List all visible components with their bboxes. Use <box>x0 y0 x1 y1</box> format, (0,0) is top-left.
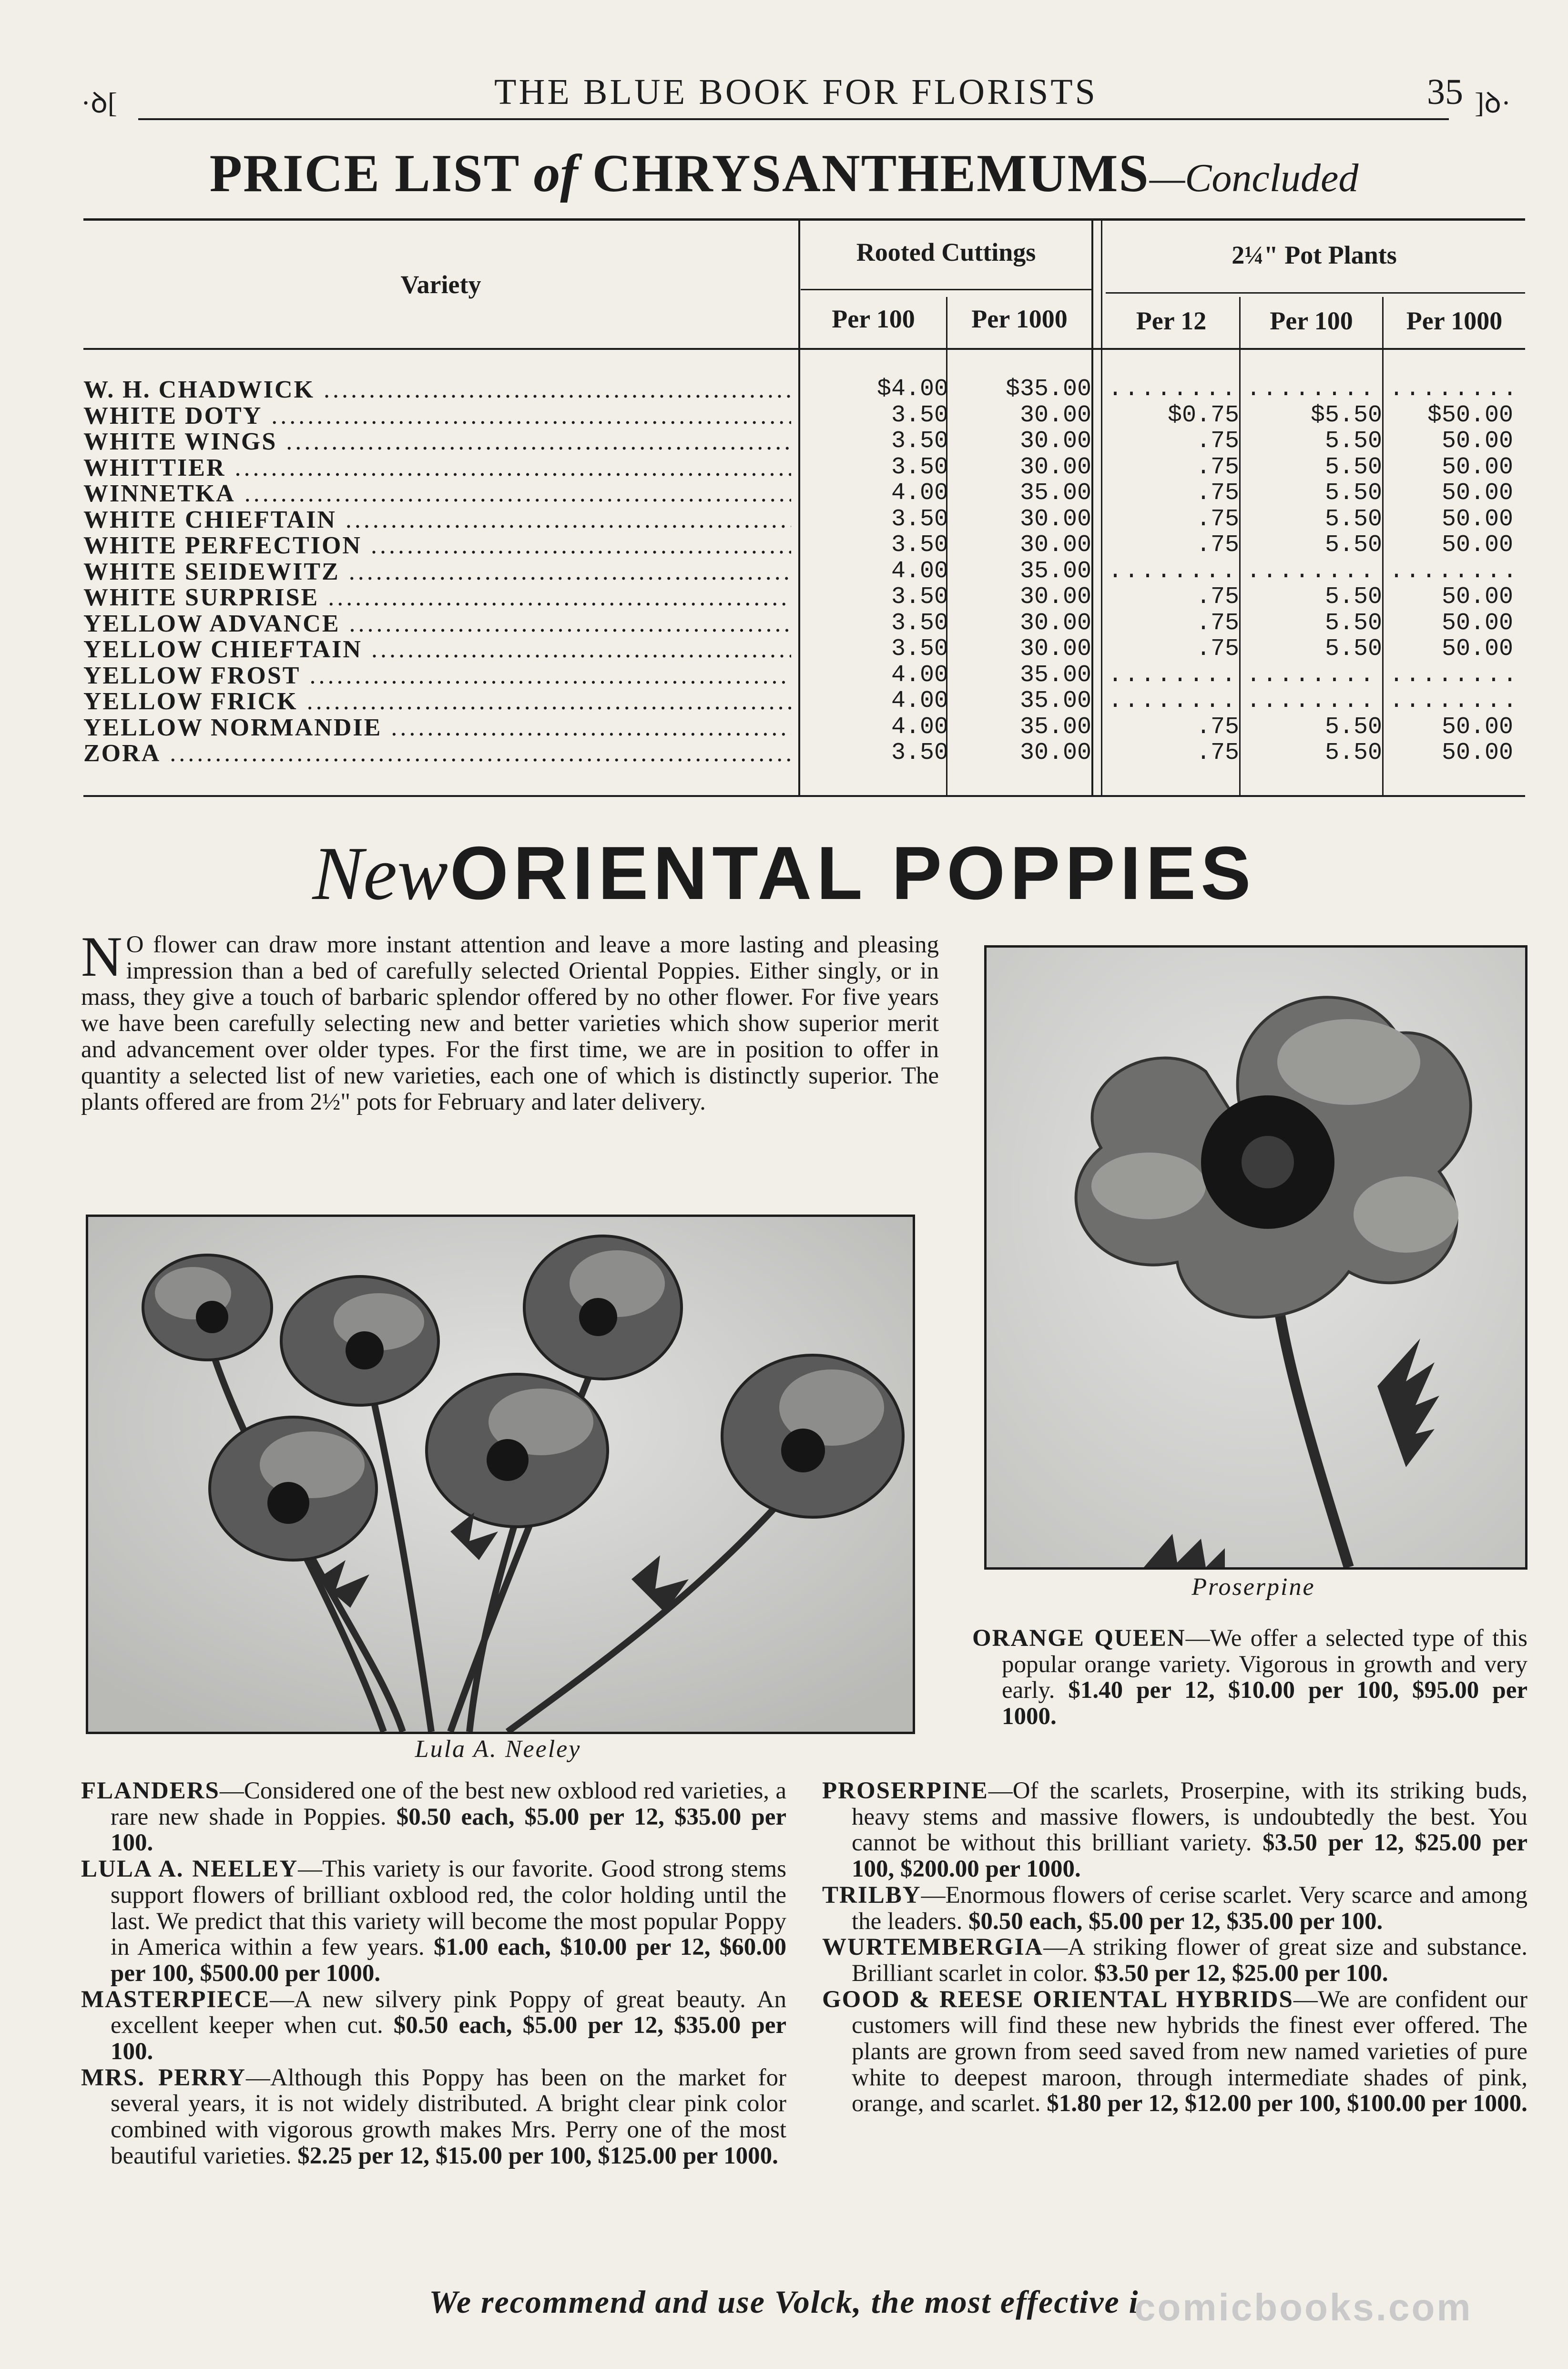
price-cell-c1: 4.00 <box>891 687 948 715</box>
price-cell-p3: 50.00 <box>1441 428 1513 455</box>
entry-text: —Although this Poppy has been on the market for several years, it is not widely distributed. A bright clear pink color combined with vigorous growth makes Mrs. Perry one of the most beautiful varieties. <box>111 2064 787 2169</box>
entry-text: —A new silvery pink Poppy of great beauty. An excellent keeper when cut. <box>111 1986 786 2039</box>
price-cell-p1: ........ <box>1108 376 1238 403</box>
variety-name: YELLOW ADVANCE ..... <box>83 610 791 638</box>
rooted-subheader-rule <box>801 289 1091 290</box>
variety-name: YELLOW FRICK ..... <box>83 687 791 715</box>
price-cell-c2: $35.00 <box>1005 376 1091 403</box>
ornament-right-icon: ]ꝺ· <box>1475 87 1511 119</box>
poppies-title-new: New <box>312 831 448 916</box>
entry-price: $2.25 per 12, $15.00 per 100, $125.00 per 1000. <box>297 2142 778 2169</box>
header-per-100: Per 100 <box>832 305 915 333</box>
variety-entry <box>81 1987 786 2065</box>
price-cell-p1: ........ <box>1108 661 1238 689</box>
price-table <box>83 218 1525 801</box>
price-cell-p2: 5.50 <box>1324 428 1382 455</box>
price-cell-p2: 5.50 <box>1324 480 1382 507</box>
price-cell-c1: 4.00 <box>891 480 948 507</box>
header-per-12: Per 12 <box>1136 306 1207 335</box>
price-cell-c1: 4.00 <box>891 557 948 585</box>
variety-entry <box>822 1882 1527 1934</box>
price-list-title-subject: CHRYSANTHEMUMS <box>578 144 1150 203</box>
entry-text: —We offer a selected type of this popular orange variety. Vigorous in growth and very early. <box>1002 1625 1527 1704</box>
price-cell-c1: 3.50 <box>891 531 948 559</box>
page-number: 35 <box>1427 72 1463 112</box>
price-cell-p1: ........ <box>1108 687 1238 715</box>
entry-name: MRS. PERRY <box>81 2064 246 2091</box>
ornament-left-icon: ·ꝺ[ <box>81 87 117 119</box>
right-variety-column <box>822 1778 1527 2117</box>
running-title: THE BLUE BOOK FOR FLORISTS <box>494 72 1098 112</box>
price-cell-c2: 30.00 <box>1019 453 1091 481</box>
entry-name: FLANDERS <box>81 1777 220 1804</box>
price-cell-p1: .75 <box>1196 739 1239 766</box>
price-cell-c1: 4.00 <box>891 661 948 689</box>
price-cell-c1: 4.00 <box>891 713 948 741</box>
variety-entry <box>81 2065 786 2169</box>
price-cell-c1: 3.50 <box>891 401 948 429</box>
variety-name: WHITE PERFECTION ..... <box>83 531 791 560</box>
price-cell-p3: 50.00 <box>1441 635 1513 663</box>
variety-name: WHITE WINGS ..... <box>83 428 791 456</box>
variety-entry <box>81 1856 786 1987</box>
price-cell-p2: 5.50 <box>1324 739 1382 766</box>
price-cell-p1: .75 <box>1196 453 1239 481</box>
price-list-title <box>0 143 1568 204</box>
variety-entry <box>822 1934 1527 1986</box>
table-row <box>83 662 1525 688</box>
header-pot-per-1000: Per 1000 <box>1406 306 1503 335</box>
entry-orange-queen <box>972 1625 1527 1730</box>
price-cell-c2: 30.00 <box>1019 401 1091 429</box>
price-cell-c2: 30.00 <box>1019 428 1091 455</box>
intro-text: O flower can draw more instant attention and leave a more lasting and pleasing impression than a bed of carefully selected Oriental Poppies. Either singly, or in mass, they give a touch of barbaric splendor offered by no other flower. For five years we have been carefully selecting new and better varieties which show superior merit and advancement over older types. For the first time, we are in position to offer in quantity a selected list of new varieties, each one of which is distinctly superior. The plants offered are from 2½" pots for February and later delivery. <box>81 931 939 1115</box>
price-cell-p3: ........ <box>1389 376 1519 403</box>
price-cell-c1: $4.00 <box>876 376 948 403</box>
entry-text: —Of the scarlets, Proserpine, with its striking buds, heavy stems and massive flowers, is undoubtedly the best. You cannot be without this brilliant variety. <box>852 1777 1527 1857</box>
poppy-single-image <box>987 948 1525 1567</box>
entry-price: $1.80 per 12, $12.00 per 100, $100.00 per 1000. <box>1047 2090 1527 2117</box>
variety-name: W. H. CHADWICK ..... <box>83 376 791 404</box>
price-cell-p3: 50.00 <box>1441 453 1513 481</box>
variety-entry <box>822 1778 1527 1882</box>
table-row <box>83 480 1525 506</box>
price-cell-p1: ........ <box>1108 557 1238 585</box>
entry-text: —A striking flower of great size and substance. Brilliant scarlet in color. <box>852 1934 1527 1987</box>
price-cell-p1: .75 <box>1196 505 1239 533</box>
price-cell-p3: 50.00 <box>1441 583 1513 611</box>
price-cell-p1: .75 <box>1196 480 1239 507</box>
table-bottom-rule <box>83 795 1525 797</box>
price-cell-c2: 35.00 <box>1019 687 1091 715</box>
table-row <box>83 531 1525 558</box>
price-cell-p2: ........ <box>1246 687 1376 715</box>
price-cell-p3: ........ <box>1389 687 1519 715</box>
poppies-title-main: ORIENTAL POPPIES <box>449 831 1256 915</box>
table-row <box>83 428 1525 454</box>
price-cell-p3: ........ <box>1389 661 1519 689</box>
entry-price: $0.50 each, $5.00 per 12, $35.00 per 100. <box>968 1908 1383 1935</box>
price-cell-c1: 3.50 <box>891 635 948 663</box>
photo-lula-a-neeley <box>86 1215 915 1734</box>
intro-dropcap: N <box>81 925 122 988</box>
entry-text: —Enormous flowers of cerise scarlet. Very scarce and among the leaders. <box>852 1881 1527 1935</box>
price-cell-p2: 5.50 <box>1324 505 1382 533</box>
price-cell-c2: 30.00 <box>1019 609 1091 637</box>
price-cell-p2: 5.50 <box>1324 635 1382 663</box>
entry-price: $3.50 per 12, $25.00 per 100, $200.00 per 1000. <box>852 1829 1527 1883</box>
entry-name: WURTEMBERGIA <box>822 1934 1044 1961</box>
table-row <box>83 583 1525 610</box>
pot-subheader-rule <box>1106 292 1525 294</box>
price-cell-c1: 3.50 <box>891 609 948 637</box>
price-cell-c2: 35.00 <box>1019 557 1091 585</box>
price-cell-c2: 30.00 <box>1019 505 1091 533</box>
price-cell-c1: 3.50 <box>891 428 948 455</box>
entry-text: —Considered one of the best new oxblood red varieties, a rare new shade in Poppies. <box>111 1777 786 1830</box>
left-variety-column <box>81 1778 786 2169</box>
price-list-title-of: of <box>533 144 578 203</box>
price-cell-p2: ........ <box>1246 661 1376 689</box>
price-cell-p1: .75 <box>1196 635 1239 663</box>
variety-name: YELLOW FROST ..... <box>83 662 791 690</box>
table-row <box>83 402 1525 428</box>
table-row <box>83 739 1525 766</box>
table-row <box>83 714 1525 740</box>
price-cell-c1: 3.50 <box>891 583 948 611</box>
header-pot-per-100: Per 100 <box>1270 306 1353 335</box>
price-cell-p3: 50.00 <box>1441 609 1513 637</box>
price-cell-p2: 5.50 <box>1324 531 1382 559</box>
price-cell-p3: 50.00 <box>1441 531 1513 559</box>
price-cell-p3: 50.00 <box>1441 739 1513 766</box>
price-cell-c2: 30.00 <box>1019 531 1091 559</box>
price-cell-p1: .75 <box>1196 531 1239 559</box>
entry-price: $1.00 each, $10.00 per 12, $60.00 per 100, $500.00 per 1000. <box>111 1934 786 1987</box>
poppies-intro <box>81 925 939 1115</box>
price-cell-c2: 35.00 <box>1019 480 1091 507</box>
variety-entry <box>822 1987 1527 2117</box>
table-row <box>83 687 1525 714</box>
price-cell-p1: $0.75 <box>1167 401 1239 429</box>
variety-name: YELLOW NORMANDIE ..... <box>83 714 791 742</box>
price-cell-p3: ........ <box>1389 557 1519 585</box>
price-cell-c2: 35.00 <box>1019 713 1091 741</box>
entry-text: —We are confident our customers will find these new hybrids the finest ever offered. The plants are grown from seed saved from new named varieties of pure white to deepest maroon, through intermediate shades of pink, orange, and scarlet. <box>852 1986 1527 2117</box>
entry-price: $1.40 per 12, $10.00 per 100, $95.00 per 1000. <box>1002 1677 1527 1730</box>
table-row <box>83 376 1525 402</box>
table-row <box>83 558 1525 584</box>
price-cell-c2: 35.00 <box>1019 661 1091 689</box>
entry-price: $3.50 per 12, $25.00 per 100. <box>1094 1960 1388 1987</box>
price-cell-p1: .75 <box>1196 583 1239 611</box>
entry-name: PROSERPINE <box>822 1777 988 1804</box>
header-rooted-cuttings: Rooted Cuttings <box>856 238 1036 266</box>
price-cell-p1: .75 <box>1196 713 1239 741</box>
caption-proserpine: Proserpine <box>1191 1573 1315 1601</box>
entry-name: ORANGE QUEEN <box>972 1625 1186 1652</box>
price-cell-p2: ........ <box>1246 376 1376 403</box>
watermark: comicbooks.com <box>1134 2286 1473 2328</box>
table-row <box>83 506 1525 532</box>
price-cell-p2: $5.50 <box>1310 401 1382 429</box>
entry-name: MASTERPIECE <box>81 1986 270 2013</box>
price-cell-p2: 5.50 <box>1324 713 1382 741</box>
price-list-title-suffix: —Concluded <box>1149 156 1359 200</box>
variety-name: WHITE SEIDEWITZ ..... <box>83 558 791 586</box>
variety-name: WHITE DOTY ..... <box>83 402 791 430</box>
price-cell-p3: 50.00 <box>1441 713 1513 741</box>
entry-price: $0.50 each, $5.00 per 12, $35.00 per 100. <box>111 1803 786 1857</box>
running-header <box>71 71 1520 124</box>
poppies-title <box>0 829 1568 918</box>
price-cell-p1: .75 <box>1196 609 1239 637</box>
price-cell-c2: 30.00 <box>1019 739 1091 766</box>
entry-name: TRILBY <box>822 1881 921 1909</box>
price-cell-c1: 3.50 <box>891 505 948 533</box>
caption-lula-a-neeley: Lula A. Neeley <box>415 1736 581 1763</box>
header-bottom-rule <box>83 348 1525 350</box>
price-cell-c2: 30.00 <box>1019 583 1091 611</box>
price-cell-c1: 3.50 <box>891 453 948 481</box>
price-cell-p3: 50.00 <box>1441 505 1513 533</box>
photo-proserpine <box>984 945 1527 1570</box>
price-cell-p2: 5.50 <box>1324 453 1382 481</box>
poppy-bouquet-image <box>88 1217 913 1732</box>
price-cell-p2: 5.50 <box>1324 609 1382 637</box>
variety-name: YELLOW CHIEFTAIN ..... <box>83 635 791 664</box>
price-list-title-main: PRICE LIST <box>209 144 534 203</box>
entry-text: —This variety is our favorite. Good strong stems support flowers of brilliant oxblood red, the color holding until the last. We predict that this variety will become the most popular Poppy in America within a few years. <box>111 1856 787 1961</box>
variety-entry <box>81 1778 786 1856</box>
price-cell-p2: 5.50 <box>1324 583 1382 611</box>
variety-name: WHITTIER ..... <box>83 454 791 482</box>
price-cell-p3: $50.00 <box>1427 401 1513 429</box>
table-row <box>83 635 1525 662</box>
table-row <box>83 454 1525 480</box>
price-cell-c2: 30.00 <box>1019 635 1091 663</box>
price-cell-p2: ........ <box>1246 557 1376 585</box>
entry-name: LULA A. NEELEY <box>81 1856 298 1883</box>
table-row <box>83 610 1525 636</box>
footer-recommendation: We recommend and use Volck, the most effective i <box>429 2284 1139 2320</box>
price-cell-c1: 3.50 <box>891 739 948 766</box>
price-cell-p1: .75 <box>1196 428 1239 455</box>
variety-name: ZORA ..... <box>83 739 791 767</box>
header-rule <box>138 118 1449 120</box>
variety-name: WHITE CHIEFTAIN ..... <box>83 506 791 534</box>
entry-name: GOOD & REESE ORIENTAL HYBRIDS <box>822 1986 1293 2013</box>
header-per-1000: Per 1000 <box>971 305 1068 333</box>
variety-name: WHITE SURPRISE ..... <box>83 583 791 612</box>
variety-name: WINNETKA ..... <box>83 480 791 508</box>
table-top-rule <box>83 218 1525 221</box>
entry-price: $0.50 each, $5.00 per 12, $35.00 per 100. <box>111 2012 786 2065</box>
header-pot-plants: 2¼" Pot Plants <box>1232 241 1397 269</box>
header-variety: Variety <box>400 270 481 299</box>
price-cell-p3: 50.00 <box>1441 480 1513 507</box>
